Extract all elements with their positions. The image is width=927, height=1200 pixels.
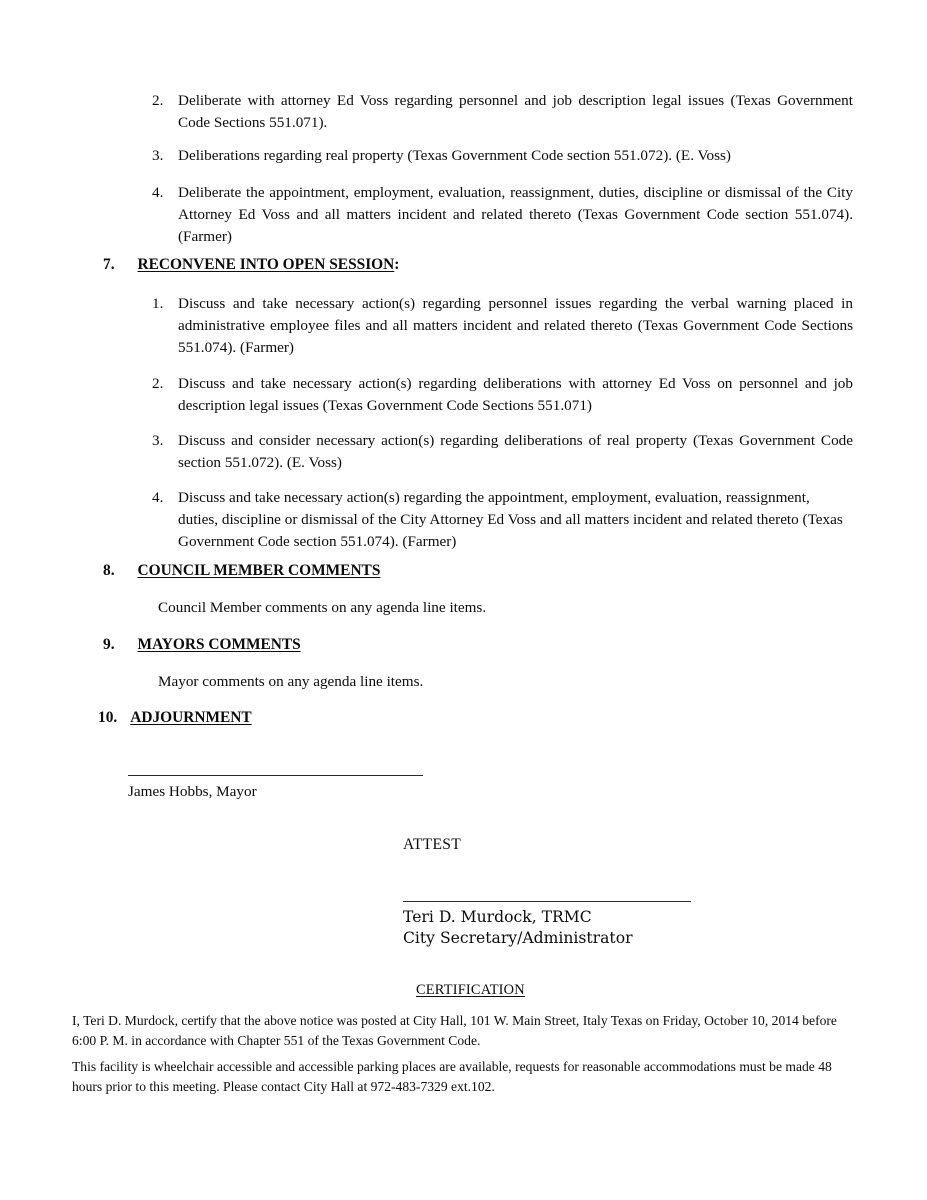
list-item <box>152 145 853 167</box>
list-item <box>152 430 853 474</box>
list-item <box>152 293 853 359</box>
secretary-signature-line <box>403 901 691 902</box>
mayor-signature-line <box>128 775 423 776</box>
list-item-number: 4. <box>152 184 164 201</box>
certification-paragraph: I, Teri D. Murdock, certify that the above notice was posted at City Hall, 101 W. Main Street, Italy Texas on Friday, October 10, 2014 before 6:00 P. M. in accordance with Chapter 551 of the Texas Government Code. <box>72 1013 837 1048</box>
section-heading-7 <box>103 254 399 276</box>
section-number: 8. <box>103 562 115 579</box>
list-item-text: Deliberate the appointment, employment, evaluation, reassignment, duties, discipline or dismissal of the City Attorney Ed Voss and all matters incident and related thereto (Texas Government Code section 551.074). (Farmer) <box>178 184 853 245</box>
list-item-text: Deliberate with attorney Ed Voss regarding personnel and job description legal issues (Texas Government Code Sections 551.071). <box>178 92 853 131</box>
section-title: COUNCIL MEMBER COMMENTS <box>137 562 381 579</box>
secretary-signature-name: Teri D. Murdock, TRMC <box>403 908 592 926</box>
certification-heading: CERTIFICATION <box>416 982 525 998</box>
section-title: MAYORS COMMENTS <box>137 636 301 653</box>
list-item <box>152 182 853 248</box>
section-heading-10 <box>98 707 252 729</box>
accessibility-notice: This facility is wheelchair accessible and accessible parking places are available, requests for reasonable accommodations must be made 48 hours prior to this meeting. Please contact City Hall at 972-483-7329 ext.102. <box>72 1059 832 1094</box>
list-item <box>152 487 853 553</box>
section-title-colon: : <box>394 256 400 273</box>
section-heading-9 <box>103 634 301 656</box>
list-item-text: Discuss and take necessary action(s) regarding deliberations with attorney Ed Voss on personnel and job description legal issues (Texas Government Code Sections 551.071) <box>178 375 853 414</box>
section-9-body: Mayor comments on any agenda line items. <box>158 673 424 690</box>
list-item <box>152 373 853 417</box>
list-item-number: 4. <box>152 489 164 506</box>
list-item-number: 2. <box>152 92 164 109</box>
list-item-number: 3. <box>152 147 164 164</box>
list-item-text: Deliberations regarding real property (Texas Government Code section 551.072). (E. Voss) <box>178 147 731 164</box>
list-item <box>152 90 853 134</box>
section-8-body: Council Member comments on any agenda line items. <box>158 599 487 616</box>
list-item-text: Discuss and consider necessary action(s) regarding deliberations of real property (Texas Government Code section 551.072). (E. Voss) <box>178 432 853 471</box>
section-title: RECONVENE INTO OPEN SESSION <box>137 256 395 273</box>
list-item-text: Discuss and take necessary action(s) regarding the appointment, employment, evaluation, reassignment, duties, discipline or dismissal of the City Attorney Ed Voss and all matters incident and related thereto (Texas Government Code section 551.074). (Farmer) <box>178 489 843 550</box>
section-number: 10. <box>98 709 118 726</box>
section-number: 7. <box>103 256 115 273</box>
secretary-signature-title: City Secretary/Administrator <box>403 929 633 947</box>
list-item-text: Discuss and take necessary action(s) regarding personnel issues regarding the verbal warning placed in administrative employee files and all matters incident and related thereto (Texas Government Code Sections 551.074). (Farmer) <box>178 295 853 356</box>
list-item-number: 2. <box>152 375 164 392</box>
list-item-number: 1. <box>152 295 164 312</box>
attest-label: ATTEST <box>403 836 462 853</box>
section-number: 9. <box>103 636 115 653</box>
list-item-number: 3. <box>152 432 164 449</box>
mayor-signature-name: James Hobbs, Mayor <box>128 783 257 800</box>
section-heading-8 <box>103 560 380 582</box>
section-title: ADJOURNMENT <box>130 709 252 726</box>
